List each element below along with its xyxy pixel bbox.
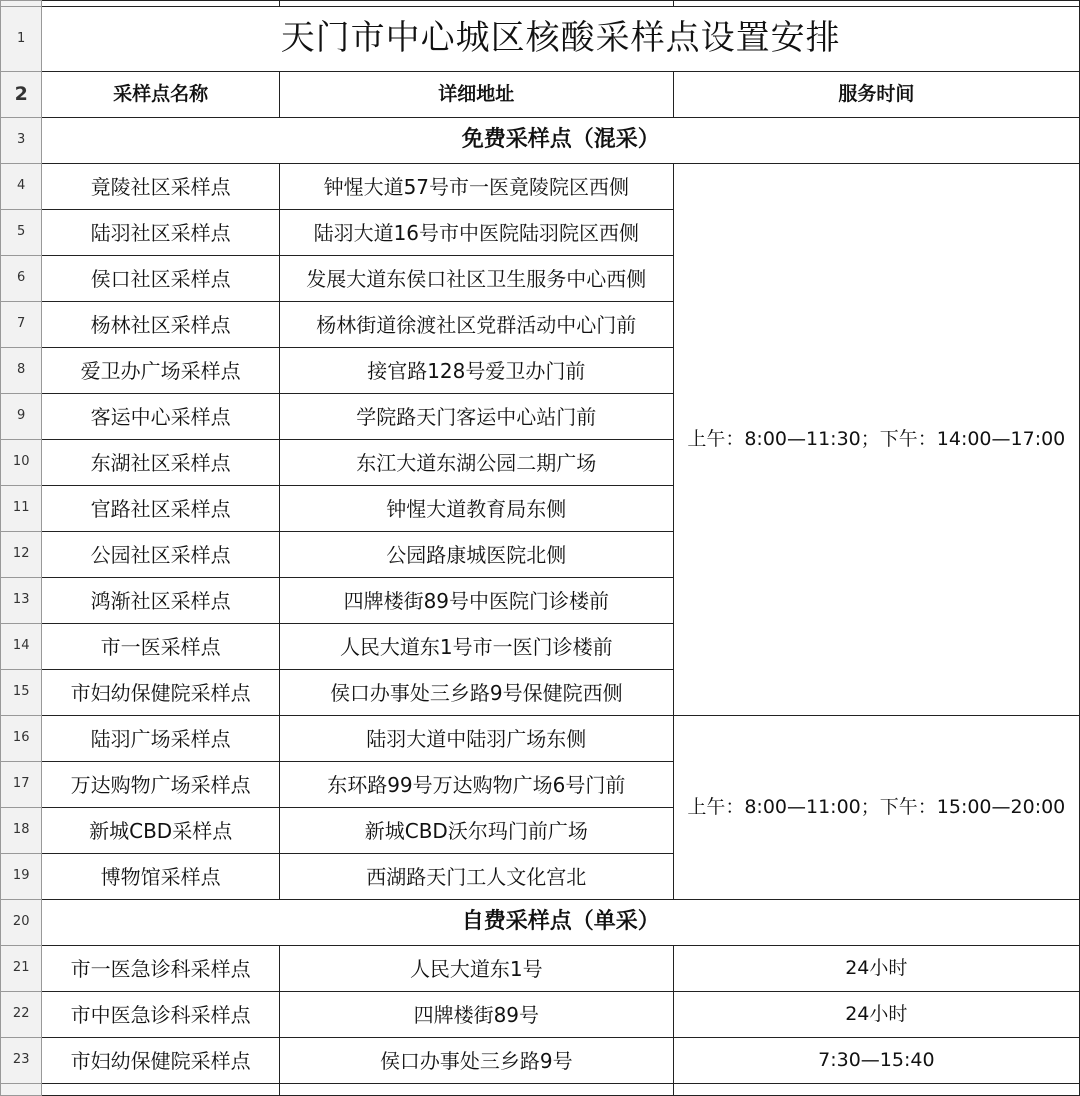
header-name[interactable]: 采样点名称 — [42, 72, 280, 118]
site-address[interactable]: 陆羽大道16号市中医院陆羽院区西侧 — [279, 210, 673, 256]
sheet-title[interactable]: 天门市中心城区核酸采样点设置安排 — [42, 7, 1080, 72]
row-number[interactable]: 16 — [1, 716, 42, 762]
site-address[interactable]: 发展大道东侯口社区卫生服务中心西侧 — [279, 256, 673, 302]
site-address[interactable]: 侯口办事处三乡路9号 — [279, 1038, 673, 1084]
row-number[interactable]: 8 — [1, 348, 42, 394]
row-number[interactable]: 13 — [1, 578, 42, 624]
site-address[interactable]: 东江大道东湖公园二期广场 — [279, 440, 673, 486]
site-address[interactable]: 钟惺大道57号市一医竟陵院区西侧 — [279, 164, 673, 210]
site-name[interactable]: 鸿渐社区采样点 — [42, 578, 280, 624]
section-row-paid — [1, 900, 1080, 946]
trailing-row — [1, 1084, 1080, 1096]
site-address[interactable]: 学院路天门客运中心站门前 — [279, 394, 673, 440]
site-address[interactable]: 东环路99号万达购物广场6号门前 — [279, 762, 673, 808]
site-address[interactable]: 钟惺大道教育局东侧 — [279, 486, 673, 532]
service-time[interactable]: 24小时 — [673, 992, 1079, 1038]
row-number[interactable]: 21 — [1, 946, 42, 992]
site-name[interactable]: 万达购物广场采样点 — [42, 762, 280, 808]
row-number[interactable]: 12 — [1, 532, 42, 578]
site-name[interactable]: 公园社区采样点 — [42, 532, 280, 578]
row-number[interactable]: 5 — [1, 210, 42, 256]
service-time[interactable]: 24小时 — [673, 946, 1079, 992]
site-name[interactable]: 侯口社区采样点 — [42, 256, 280, 302]
row-number[interactable]: 15 — [1, 670, 42, 716]
site-address[interactable]: 公园路康城医院北侧 — [279, 532, 673, 578]
row-number[interactable]: 17 — [1, 762, 42, 808]
site-name[interactable]: 东湖社区采样点 — [42, 440, 280, 486]
row-number[interactable]: 2 — [1, 72, 42, 118]
site-name[interactable]: 市中医急诊科采样点 — [42, 992, 280, 1038]
table-row — [1, 992, 1080, 1038]
site-name[interactable]: 市妇幼保健院采样点 — [42, 670, 280, 716]
row-number[interactable]: 20 — [1, 900, 42, 946]
site-address[interactable]: 人民大道东1号市一医门诊楼前 — [279, 624, 673, 670]
header-row — [1, 72, 1080, 118]
site-address[interactable]: 四牌楼街89号 — [279, 992, 673, 1038]
blank-cell — [279, 1084, 673, 1096]
table-row — [1, 1038, 1080, 1084]
table-row — [1, 716, 1080, 762]
site-address[interactable]: 人民大道东1号 — [279, 946, 673, 992]
site-name[interactable]: 新城CBD采样点 — [42, 808, 280, 854]
table-row — [1, 946, 1080, 992]
site-address[interactable]: 四牌楼街89号中医院门诊楼前 — [279, 578, 673, 624]
row-number[interactable]: 3 — [1, 118, 42, 164]
row-number[interactable]: 19 — [1, 854, 42, 900]
row-number[interactable]: 14 — [1, 624, 42, 670]
service-time[interactable]: 7:30—15:40 — [673, 1038, 1079, 1084]
row-number[interactable]: 18 — [1, 808, 42, 854]
row-number[interactable]: 9 — [1, 394, 42, 440]
header-address[interactable]: 详细地址 — [279, 72, 673, 118]
site-name[interactable]: 陆羽社区采样点 — [42, 210, 280, 256]
section-paid-title[interactable]: 自费采样点（单采） — [42, 900, 1080, 946]
row-number[interactable]: 10 — [1, 440, 42, 486]
site-name[interactable]: 杨林社区采样点 — [42, 302, 280, 348]
service-time-group1[interactable]: 上午：8:00—11:30；下午：14:00—17:00 — [673, 164, 1079, 716]
section-row-free — [1, 118, 1080, 164]
row-number[interactable]: 7 — [1, 302, 42, 348]
site-address[interactable]: 陆羽大道中陆羽广场东侧 — [279, 716, 673, 762]
site-name[interactable]: 博物馆采样点 — [42, 854, 280, 900]
site-name[interactable]: 官路社区采样点 — [42, 486, 280, 532]
site-address[interactable]: 新城CBD沃尔玛门前广场 — [279, 808, 673, 854]
row-header-blank — [1, 1084, 42, 1096]
site-address[interactable]: 西湖路天门工人文化宫北 — [279, 854, 673, 900]
site-address[interactable]: 侯口办事处三乡路9号保健院西侧 — [279, 670, 673, 716]
header-time[interactable]: 服务时间 — [673, 72, 1079, 118]
blank-cell — [42, 1084, 280, 1096]
site-name[interactable]: 市妇幼保健院采样点 — [42, 1038, 280, 1084]
row-number[interactable]: 22 — [1, 992, 42, 1038]
title-row — [1, 7, 1080, 72]
site-name[interactable]: 客运中心采样点 — [42, 394, 280, 440]
row-number[interactable]: 4 — [1, 164, 42, 210]
site-address[interactable]: 杨林街道徐渡社区党群活动中心门前 — [279, 302, 673, 348]
row-number[interactable]: 11 — [1, 486, 42, 532]
site-name[interactable]: 竟陵社区采样点 — [42, 164, 280, 210]
site-name[interactable]: 市一医采样点 — [42, 624, 280, 670]
section-free-title[interactable]: 免费采样点（混采） — [42, 118, 1080, 164]
site-address[interactable]: 接官路128号爱卫办门前 — [279, 348, 673, 394]
row-number[interactable]: 6 — [1, 256, 42, 302]
blank-cell — [673, 1084, 1079, 1096]
row-number[interactable]: 23 — [1, 1038, 42, 1084]
site-name[interactable]: 爱卫办广场采样点 — [42, 348, 280, 394]
table-row — [1, 164, 1080, 210]
site-name[interactable]: 陆羽广场采样点 — [42, 716, 280, 762]
row-number[interactable]: 1 — [1, 7, 42, 72]
service-time-group2[interactable]: 上午：8:00—11:00；下午：15:00—20:00 — [673, 716, 1079, 900]
site-name[interactable]: 市一医急诊科采样点 — [42, 946, 280, 992]
